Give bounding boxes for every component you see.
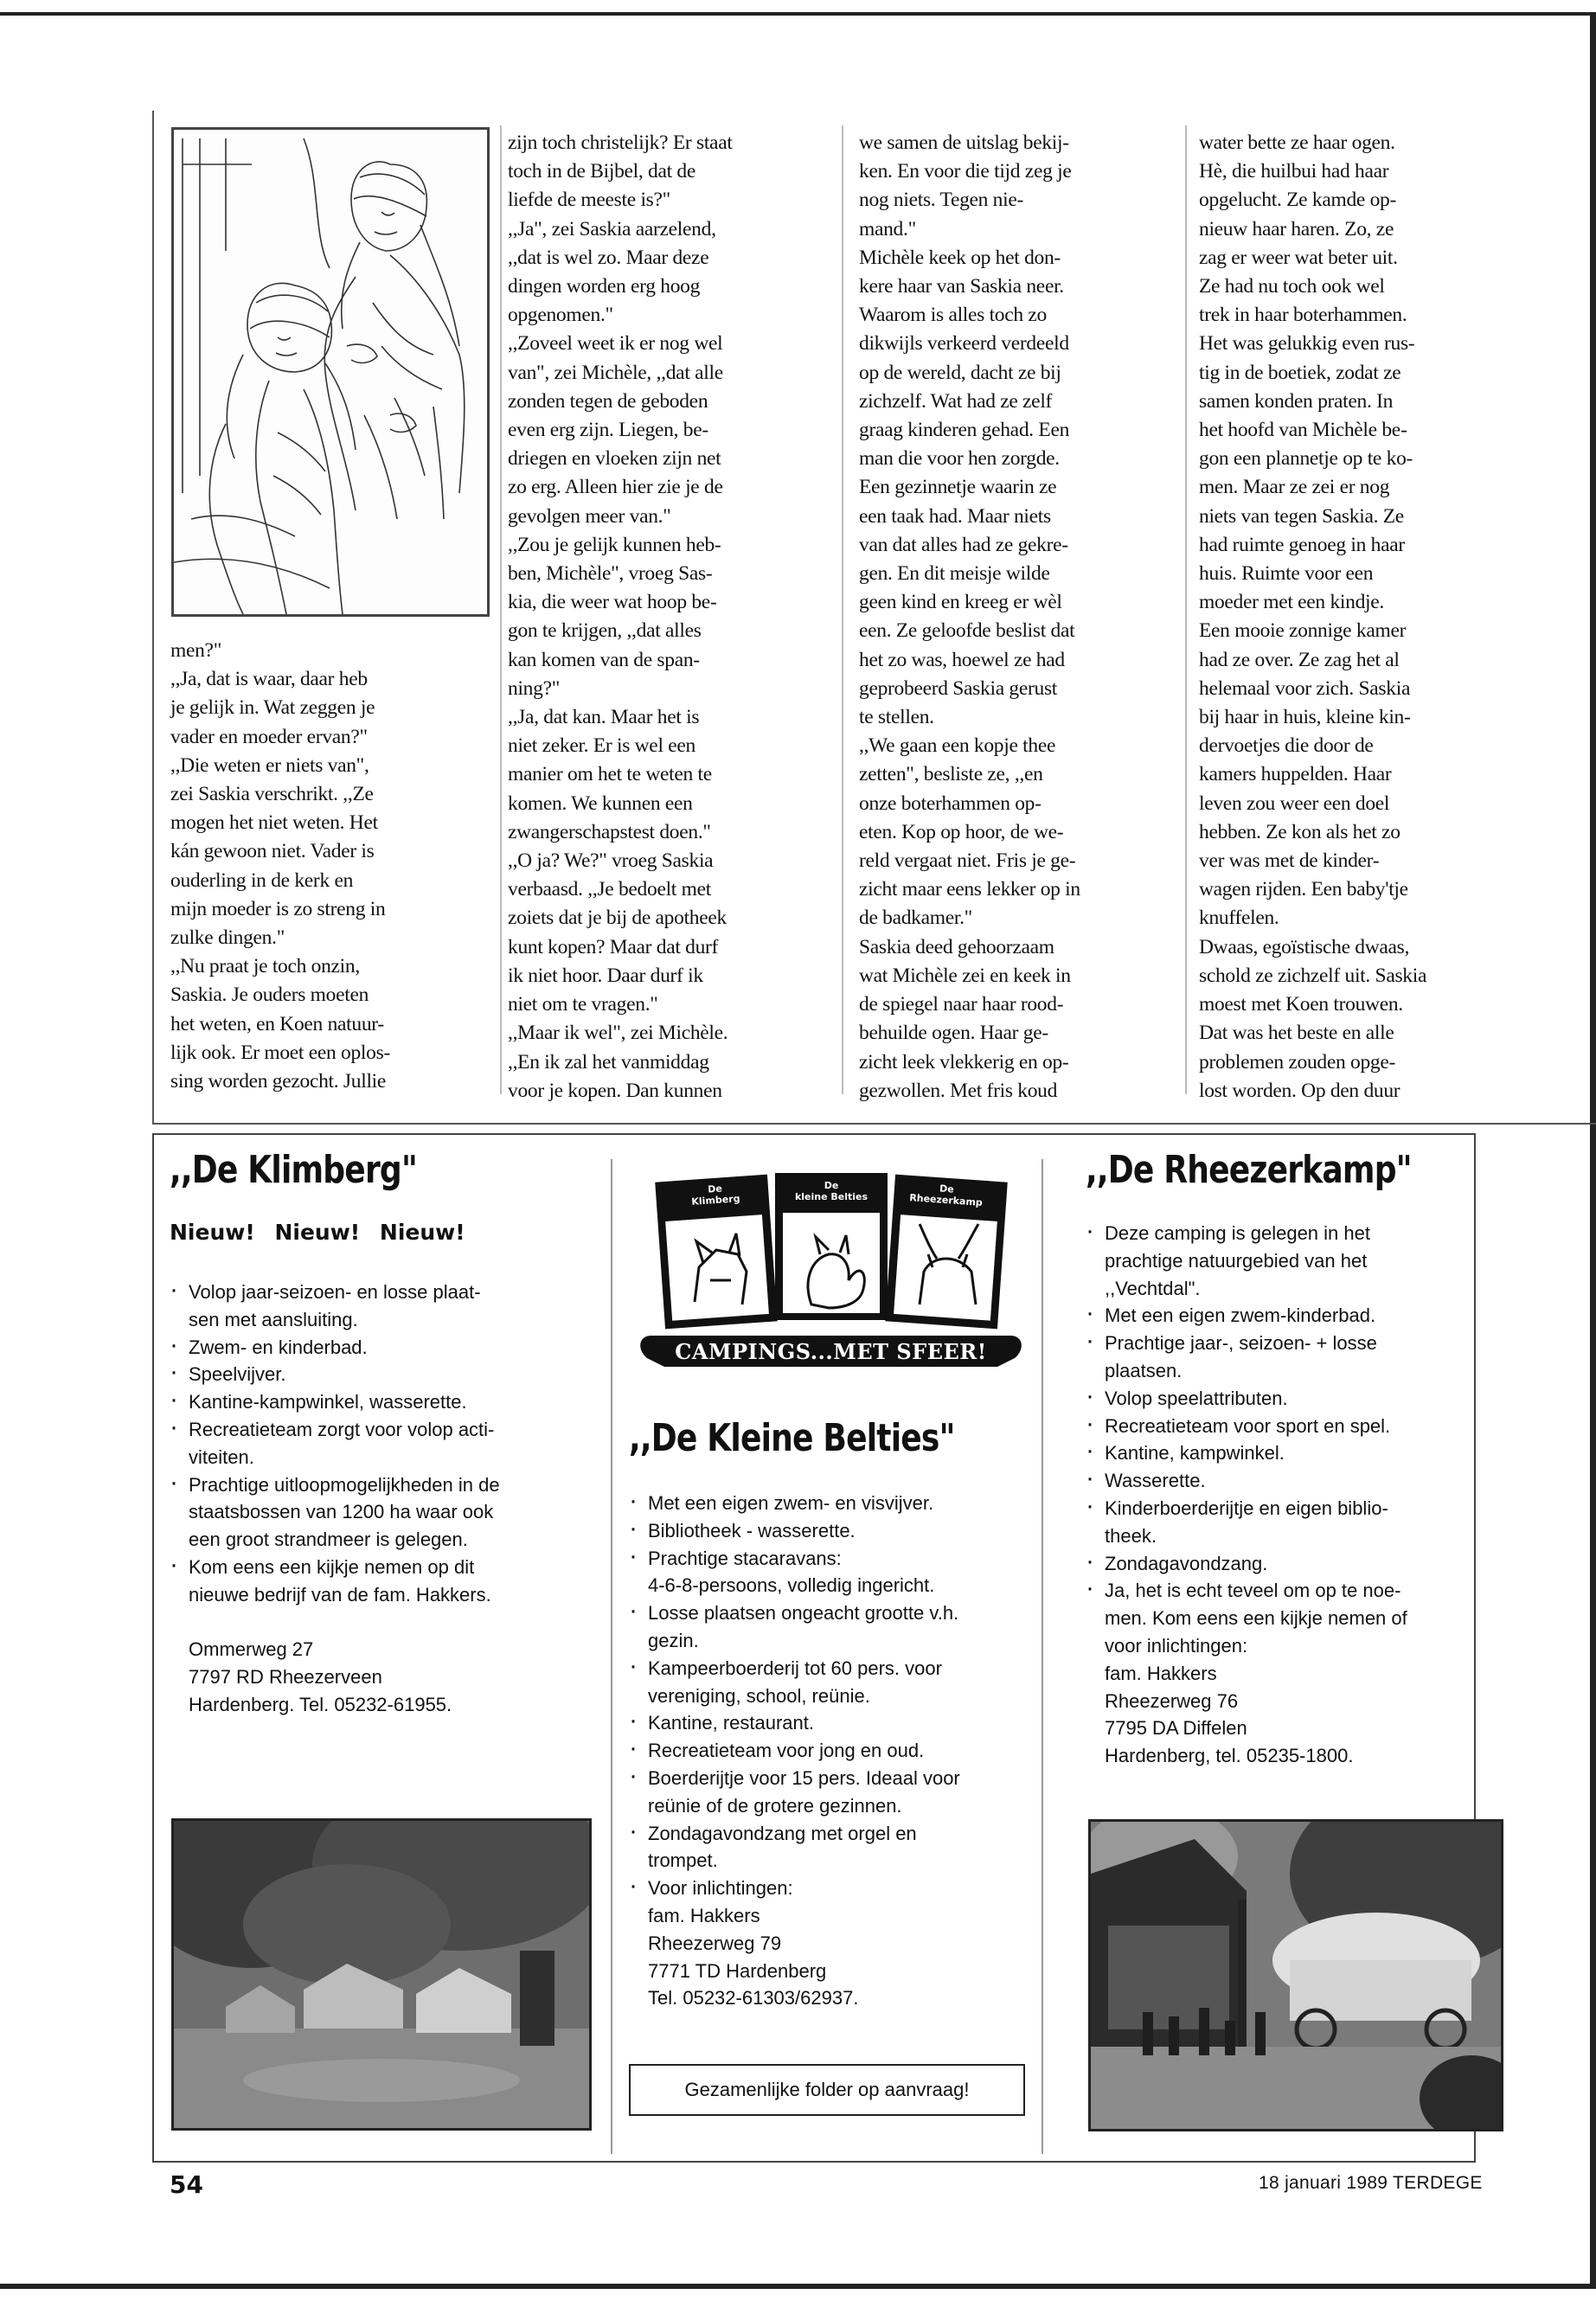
story-line: hebben. Ze kon als het zo [1199,820,1401,843]
story-line: liefde de meeste is?" [508,189,670,212]
rheezerkamp-title: ,,De Rheezerkamp" [1086,1148,1412,1192]
story-line: helemaal voor zich. Saskia [1199,676,1411,700]
story-line: bij haar in huis, kleine kin- [1199,706,1411,729]
list-item: · Volop jaar-seizoen- en losse plaat- sen met aansluiting. [170,1279,593,1334]
story-line: water bette ze haar ogen. [1199,131,1395,154]
page-number: 54 [170,2170,203,2199]
story-line: niets van tegen Saskia. Ze [1199,504,1404,528]
column-divider [1185,125,1187,1094]
story-line: Het was gelukkig even rus- [1199,332,1415,356]
story-line: kere haar van Saskia neer. [859,275,1064,298]
story-line: wat Michèle zei en keek in [859,964,1071,987]
story-line: een. Ze geloofde beslist dat [859,619,1075,643]
story-line: je gelijk in. Wat zeggen je [170,696,375,720]
story-line: zwangerschapstest doen." [508,820,711,843]
story-line: men?" [170,639,221,662]
klimberg-features [170,1279,593,1609]
list-item: · Zondagavondzang met orgel en trompet. [629,1820,1044,1875]
story-line: gezwollen. Met fris koud [859,1079,1058,1102]
list-item: · Losse plaatsen ongeacht grootte v.h. gezin. [629,1599,1044,1655]
belties-features [629,1490,1044,2012]
story-line: samen konden praten. In [1199,389,1394,413]
story-column-3 [859,129,1183,1106]
story-line: zag er weer wat beter uit. [1199,246,1398,269]
logo-card-klimberg: De Klimberg [690,1183,740,1208]
ad-divider [611,1159,612,2154]
story-line: zicht leek vlekkerig en op- [859,1050,1069,1074]
logo-card-belties: De kleine Belties [794,1180,869,1202]
address-line: Hardenberg. Tel. 05232-61955. [189,1693,452,1715]
story-line: Saskia deed gehoorzaam [859,935,1054,958]
belties-title: ,,De Kleine Belties" [629,1416,955,1460]
list-item: · Prachtige stacaravans: 4-6-8-persoons, volledig ingericht. [629,1545,1044,1600]
list-item: · Deze camping is gelegen in het prachtige natuurgebied van het ,,Vechtdal". [1086,1220,1501,1302]
story-line: problemen zouden opge- [1199,1050,1396,1074]
story-line: zonden tegen de geboden [508,389,708,413]
story-line: Ze had nu toch ook wel [1199,275,1385,298]
story-line: driegen en vloeken zijn net [508,447,721,471]
story-line: Dat was het beste en alle [1199,1022,1394,1045]
story-line: zo erg. Alleen hier zie je de [508,476,723,499]
story-line: Hè, die huilbui had haar [1199,160,1389,183]
story-line: het hoofd van Michèle be- [1199,419,1407,442]
page-border-bottom [0,2284,1596,2289]
story-line: men. Maar ze zei er nog [1199,476,1390,499]
list-item: · Kantine, restaurant. [629,1709,1044,1737]
story-line: had ze over. Ze zag het al [1199,648,1400,671]
story-line: mogen het niet weten. Het [170,811,378,835]
story-line: kunt kopen? Maar dat durf [508,935,719,958]
list-item: · Met een eigen zwem- en visvijver. [629,1490,1044,1517]
story-line: ,,Zou je gelijk kunnen heb- [508,533,721,556]
logo-banner-text: CAMPINGS...MET SFEER! [675,1339,987,1364]
list-item: · Prachtige jaar-, seizoen- + losse plaatsen. [1086,1330,1501,1385]
story-line: mijn moeder is zo streng in [170,897,386,920]
story-line: zei Saskia verschrikt. ,,Ze [170,783,374,806]
list-item: · Kampeerboerderij tot 60 pers. voor vereniging, school, reünie. [629,1655,1044,1710]
story-line: van", zei Michèle, ,,dat alle [508,361,723,384]
column-divider [842,125,843,1094]
story-line: van dat alles had ze gekre- [859,533,1068,556]
list-item: · Kom eens een kijkje nemen op dit nieuwe bedrijf van de fam. Hakkers. [170,1554,593,1609]
story-line: Waarom is alles toch zo [859,304,1047,327]
campings-logo [634,1150,1028,1370]
story-line: toch in de Bijbel, dat de [508,160,696,183]
story-line: het zo was, hoewel ze had [859,648,1065,671]
klimberg-subtitle: Nieuw! Nieuw! Nieuw! [170,1220,465,1245]
story-column-4 [1199,129,1528,1106]
story-line: Een mooie zonnige kamer [1199,619,1407,643]
list-item: · Speelvijver. [170,1361,593,1388]
story-line: lost worden. Op den duur [1199,1079,1401,1102]
list-item: · Zwem- en kinderbad. [170,1334,593,1362]
story-line: opgelucht. Ze kamde op- [1199,189,1397,212]
story-line: graag kinderen gehad. Een [859,419,1070,442]
story-line: eten. Kop op hoor, de we- [859,820,1064,843]
story-column-2 [508,129,832,1106]
logo-card-rheezerkamp: De Rheezerkamp [908,1183,984,1208]
story-line: schold ze zichzelf uit. Saskia [1199,964,1427,987]
column-divider [500,125,502,1094]
story-line: de badkamer." [859,907,972,930]
story-line: knuffelen. [1199,907,1279,930]
list-item: · Volop speelattributen. [1086,1385,1501,1413]
story-line: kán gewoon niet. Vader is [170,840,375,863]
story-line: zichzelf. Wat had ze zelf [859,389,1053,413]
story-line: niet zeker. Er is wel een [508,734,695,758]
story-line: wagen rijden. Een baby'tje [1199,878,1408,901]
story-line: ,,Nu praat je toch onzin, [170,955,360,978]
story-line: ,,O ja? We?" vroeg Saskia [508,849,714,873]
story-line: het weten, en Koen natuur- [170,1012,384,1035]
page-border-top [0,12,1596,16]
list-item: · Kinderboerderijtje en eigen biblio- theek. [1086,1495,1501,1550]
story-line: ver was met de kinder- [1199,849,1380,873]
story-line: had ruimte genoeg in haar [1199,533,1405,556]
story-line: manier om het te weten te [508,763,712,786]
story-line: ,,Die weten er niets van", [170,753,369,777]
story-line: nieuw haar haren. Zo, ze [1199,217,1394,240]
story-line: gon een plannetje op te ko- [1199,447,1413,471]
story-line: man die voor hen zorgde. [859,447,1060,471]
story-line: ik niet hoor. Daar durf ik [508,964,703,987]
address-line: Ommerweg 27 [189,1638,314,1660]
story-line: gon te krijgen, ,,dat alles [508,619,702,643]
list-item: · Kantine, kampwinkel. [1086,1439,1501,1467]
klimberg-title: ,,De Klimberg" [170,1148,417,1192]
story-line: kamers huppelden. Haar [1199,763,1392,786]
story-line: leven zou weer een doel [1199,792,1390,815]
story-line: ning?" [508,676,561,700]
story-column-1 [170,637,473,1096]
story-line: lijk ook. Er moet een oplos- [170,1041,390,1064]
story-line: nog niets. Tegen nie- [859,189,1024,212]
story-line: moest met Koen trouwen. [1199,993,1403,1016]
story-illustration [171,127,490,617]
story-line: Michèle keek op het don- [859,246,1061,269]
story-line: te stellen. [859,706,934,729]
story-line: zijn toch christelijk? Er staat [508,131,733,154]
story-line: trek in haar boterhammen. [1199,304,1407,327]
issue-date: 18 januari 1989 TERDEGE [1259,2173,1483,2193]
story-line: vader en moeder ervan?" [170,725,368,748]
story-line: moeder met een kindje. [1199,591,1384,614]
list-item: · Kantine-kampwinkel, wasserette. [170,1388,593,1416]
illustration-drawing [174,130,487,614]
story-line: ken. En voor die tijd zeg je [859,160,1072,183]
list-item: · Met een eigen zwem-kinderbad. [1086,1302,1501,1330]
story-line: zetten", besliste ze, ,,en [859,763,1043,786]
list-item: · Prachtige uitloopmogelijkheden in de staatsbossen van 1200 ha waar ook een groot strandmeer is gelegen. [170,1471,593,1554]
story-line: de spiegel naar haar rood- [859,993,1064,1016]
story-line: dervoetjes die door de [1199,734,1374,758]
story-line: gevolgen meer van." [508,504,671,528]
list-item: · Zondagavondzang. [1086,1550,1501,1578]
story-line: tig in de boetiek, zodat ze [1199,361,1401,384]
story-line: mand." [859,217,916,240]
list-item: · Bibliotheek - wasserette. [629,1517,1044,1545]
list-item: · Voor inlichtingen: fam. Hakkers Rheezerweg 79 7771 TD Hardenberg Tel. 05232-61303/62937. [629,1875,1044,2012]
story-line: opgenomen." [508,304,613,327]
story-line: Saskia. Je ouders moeten [170,984,369,1007]
story-line: kan komen van de span- [508,648,700,671]
story-line: ben, Michèle", vroeg Sas- [508,562,713,586]
story-line: ,,We gaan een kopje thee [859,734,1056,758]
story-line: een taak had. Maar niets [859,504,1051,528]
story-line: ,,Ja, dat is waar, daar heb [170,668,368,691]
story-line: niet om te vragen." [508,993,658,1016]
story-line: ,,Maar ik wel", zei Michèle. [508,1022,728,1045]
folder-notice: Gezamenlijke folder op aanvraag! [629,2064,1025,2116]
rheezerkamp-photo [1088,1819,1503,2131]
rheezerkamp-features [1086,1220,1501,1770]
story-line: reld vergaat niet. Fris je ge- [859,849,1076,873]
story-line: ,,dat is wel zo. Maar deze [508,246,709,269]
story-line: huis. Ruimte voor een [1199,562,1374,586]
list-item: · Recreatieteam zorgt voor volop acti- viteiten. [170,1416,593,1471]
story-line: Een gezinnetje waarin ze [859,476,1057,499]
story-line: ouderling in de kerk en [170,868,354,892]
address-line: 7797 RD Rheezerveen [189,1665,382,1688]
story-line: komen. We kunnen een [508,792,693,815]
story-line: kia, die weer wat hoop be- [508,591,717,614]
list-item: · Wasserette. [1086,1467,1501,1495]
story-line: ,,Ja", zei Saskia aarzelend, [508,217,716,240]
story-line: even erg zijn. Liegen, be- [508,419,708,442]
story-line: op de wereld, dacht ze bij [859,361,1061,384]
story-line: ,,Ja, dat kan. Maar het is [508,706,700,729]
list-item: · Recreatieteam voor jong en oud. [629,1737,1044,1765]
list-item: · Boerderijtje voor 15 pers. Ideaal voor reünie of de grotere gezinnen. [629,1765,1044,1820]
story-line: zulke dingen." [170,926,285,950]
story-line: ,,Zoveel weet ik er nog wel [508,332,723,356]
story-line: onze boterhammen op- [859,792,1042,815]
story-line: verbaasd. ,,Je bedoelt met [508,878,711,901]
klimberg-address [189,1636,452,1718]
story-line: behuilde ogen. Haar ge- [859,1022,1048,1045]
story-line: ,,En ik zal het vanmiddag [508,1050,709,1074]
list-item: · Recreatieteam voor sport en spel. [1086,1413,1501,1440]
story-line: Dwaas, egoïstische dwaas, [1199,935,1410,958]
campsite-photo-image [174,1821,589,2128]
story-line: gen. En dit meisje wilde [859,562,1050,586]
story-line: geprobeerd Saskia gerust [859,676,1058,700]
story-line: zicht maar eens lekker op in [859,878,1080,901]
story-line: dingen worden erg hoog [508,275,701,298]
story-line: zoiets dat je bij de apotheek [508,907,727,930]
klimberg-photo [171,1818,592,2131]
story-line: geen kind en kreeg er wèl [859,591,1062,614]
story-line: dikwijls verkeerd verdeeld [859,332,1069,356]
story-line: voor je kopen. Dan kunnen [508,1079,722,1102]
list-item: · Ja, het is echt teveel om op te noe- men. Kom eens een kijkje nemen of voor inlichtingen: fam. Hakkers Rheezerweg 76 7795 DA Diffelen Hardenberg, tel. 05235-1800. [1086,1577,1501,1770]
story-line: we samen de uitslag bekij- [859,131,1069,154]
story-line: sing worden gezocht. Jullie [170,1070,387,1093]
campsite-wagon-photo-image [1091,1822,1501,2129]
